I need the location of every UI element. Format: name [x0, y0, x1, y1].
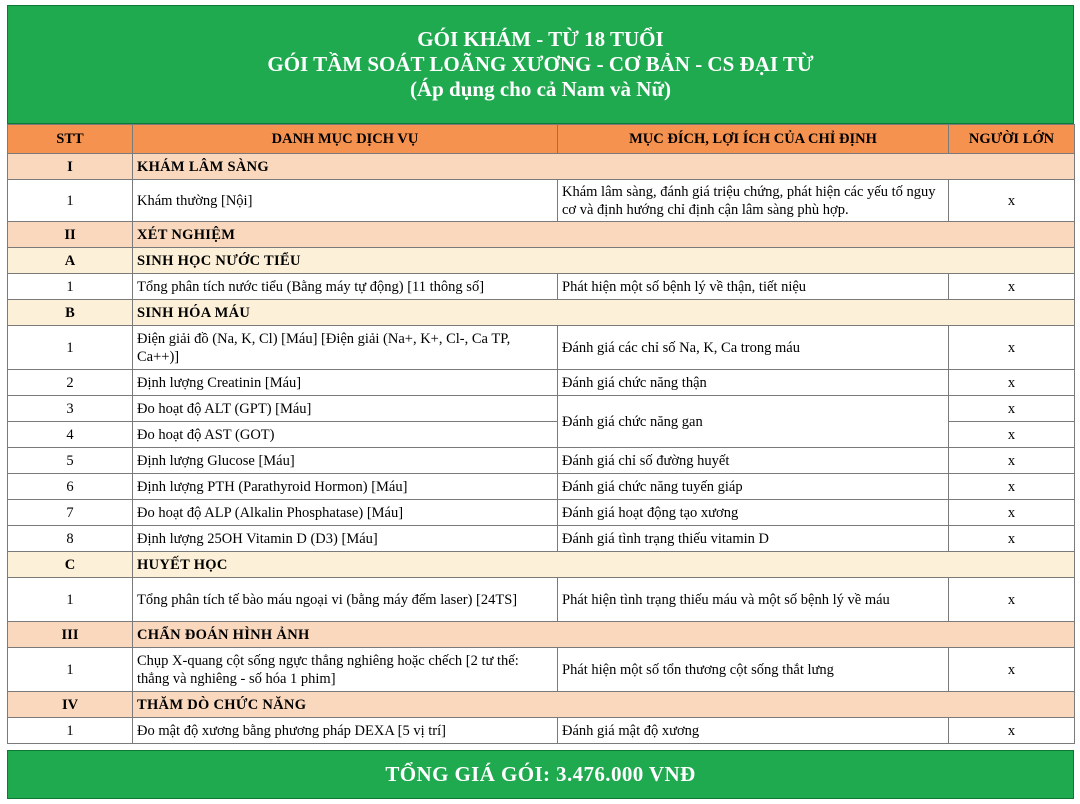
row-purpose: Khám lâm sàng, đánh giá triệu chứng, phát hiện các yếu tố nguy cơ và định hướng chỉ định cận lâm sàng phù hợp.: [558, 180, 949, 222]
subsection-row: [8, 248, 1075, 274]
col-header-adult: NGƯỜI LỚN: [949, 125, 1075, 154]
section-number: I: [8, 154, 133, 180]
row-service: Điện giải đồ (Na, K, Cl) [Máu] [Điện giải (Na+, K+, Cl-, Ca TP, Ca++)]: [133, 326, 558, 370]
table-row: [8, 526, 1075, 552]
table-row: [8, 370, 1075, 396]
package-name-title: GÓI TẦM SOÁT LOÃNG XƯƠNG - CƠ BẢN - CS ĐẠI TỪ: [267, 52, 814, 76]
section-title: KHÁM LÂM SÀNG: [133, 154, 1075, 180]
table-row: [8, 396, 1075, 422]
row-adult-mark: x: [949, 474, 1075, 500]
section-row: [8, 154, 1075, 180]
section-row: [8, 222, 1075, 248]
row-stt: 2: [8, 370, 133, 396]
row-adult-mark: x: [949, 180, 1075, 222]
table-row: [8, 448, 1075, 474]
row-stt: 4: [8, 422, 133, 448]
subsection-letter: A: [8, 248, 133, 274]
row-service: Đo hoạt độ AST (GOT): [133, 422, 558, 448]
section-row: [8, 692, 1075, 718]
row-purpose: Đánh giá mật độ xương: [558, 718, 949, 744]
row-adult-mark: x: [949, 648, 1075, 692]
row-purpose: Đánh giá chỉ số đường huyết: [558, 448, 949, 474]
table-row: [8, 474, 1075, 500]
row-stt: 1: [8, 648, 133, 692]
row-service: Chụp X-quang cột sống ngực thẳng nghiêng hoặc chếch [2 tư thế: thẳng và nghiêng - số hóa 1 phim]: [133, 648, 558, 692]
package-header: [7, 5, 1074, 124]
row-purpose: Phát hiện tình trạng thiếu máu và một số bệnh lý về máu: [558, 578, 949, 622]
table-row: [8, 274, 1075, 300]
price-sheet: [7, 5, 1074, 799]
section-number: III: [8, 622, 133, 648]
table-row: [8, 326, 1075, 370]
subsection-title: SINH HỌC NƯỚC TIỂU: [133, 248, 1075, 274]
row-stt: 8: [8, 526, 133, 552]
row-purpose: Đánh giá chức năng gan: [558, 396, 949, 448]
row-stt: 1: [8, 326, 133, 370]
row-adult-mark: x: [949, 578, 1075, 622]
service-table: [7, 124, 1075, 744]
subsection-title: SINH HÓA MÁU: [133, 300, 1075, 326]
row-adult-mark: x: [949, 526, 1075, 552]
col-header-purpose: MỤC ĐÍCH, LỢI ÍCH CỦA CHỈ ĐỊNH: [558, 125, 949, 154]
row-purpose: Đánh giá các chỉ số Na, K, Ca trong máu: [558, 326, 949, 370]
subsection-letter: C: [8, 552, 133, 578]
row-service: Đo hoạt độ ALP (Alkalin Phosphatase) [Máu]: [133, 500, 558, 526]
row-stt: 1: [8, 578, 133, 622]
row-stt: 6: [8, 474, 133, 500]
total-price-banner: TỔNG GIÁ GÓI: 3.476.000 VNĐ: [7, 750, 1074, 799]
row-adult-mark: x: [949, 422, 1075, 448]
row-adult-mark: x: [949, 718, 1075, 744]
table-row: [8, 180, 1075, 222]
row-service: Tổng phân tích nước tiểu (Bằng máy tự động) [11 thông số]: [133, 274, 558, 300]
col-header-stt: STT: [8, 125, 133, 154]
subsection-title: HUYẾT HỌC: [133, 552, 1075, 578]
table-row: [8, 500, 1075, 526]
table-row: [8, 578, 1075, 622]
row-service: Đo mật độ xương bằng phương pháp DEXA [5 vị trí]: [133, 718, 558, 744]
row-stt: 7: [8, 500, 133, 526]
subsection-letter: B: [8, 300, 133, 326]
section-title: THĂM DÒ CHỨC NĂNG: [133, 692, 1075, 718]
row-stt: 5: [8, 448, 133, 474]
row-service: Định lượng Creatinin [Máu]: [133, 370, 558, 396]
row-purpose: Phát hiện một số tổn thương cột sống thắt lưng: [558, 648, 949, 692]
row-purpose: Đánh giá chức năng tuyến giáp: [558, 474, 949, 500]
row-service: Định lượng Glucose [Máu]: [133, 448, 558, 474]
row-stt: 1: [8, 274, 133, 300]
row-service: Định lượng 25OH Vitamin D (D3) [Máu]: [133, 526, 558, 552]
section-title: CHẨN ĐOÁN HÌNH ẢNH: [133, 622, 1075, 648]
row-stt: 1: [8, 180, 133, 222]
row-stt: 1: [8, 718, 133, 744]
row-purpose: Phát hiện một số bệnh lý về thận, tiết niệu: [558, 274, 949, 300]
row-adult-mark: x: [949, 448, 1075, 474]
row-adult-mark: x: [949, 326, 1075, 370]
section-title: XÉT NGHIỆM: [133, 222, 1075, 248]
row-service: Đo hoạt độ ALT (GPT) [Máu]: [133, 396, 558, 422]
table-row: [8, 648, 1075, 692]
row-adult-mark: x: [949, 370, 1075, 396]
row-service: Khám thường [Nội]: [133, 180, 558, 222]
col-header-service: DANH MỤC DỊCH VỤ: [133, 125, 558, 154]
section-row: [8, 622, 1075, 648]
table-header-row: [8, 125, 1075, 154]
row-adult-mark: x: [949, 274, 1075, 300]
subsection-row: [8, 300, 1075, 326]
section-number: II: [8, 222, 133, 248]
section-number: IV: [8, 692, 133, 718]
package-applicability: (Áp dụng cho cả Nam và Nữ): [409, 77, 672, 101]
row-purpose: Đánh giá hoạt động tạo xương: [558, 500, 949, 526]
row-adult-mark: x: [949, 396, 1075, 422]
table-row: [8, 718, 1075, 744]
row-service: Tổng phân tích tế bào máu ngoại vi (bằng máy đếm laser) [24TS]: [133, 578, 558, 622]
row-purpose: Đánh giá chức năng thận: [558, 370, 949, 396]
subsection-row: [8, 552, 1075, 578]
row-adult-mark: x: [949, 500, 1075, 526]
row-service: Định lượng PTH (Parathyroid Hormon) [Máu]: [133, 474, 558, 500]
package-age-title: GÓI KHÁM - TỪ 18 TUỔI: [417, 27, 664, 51]
row-stt: 3: [8, 396, 133, 422]
row-purpose: Đánh giá tình trạng thiếu vitamin D: [558, 526, 949, 552]
